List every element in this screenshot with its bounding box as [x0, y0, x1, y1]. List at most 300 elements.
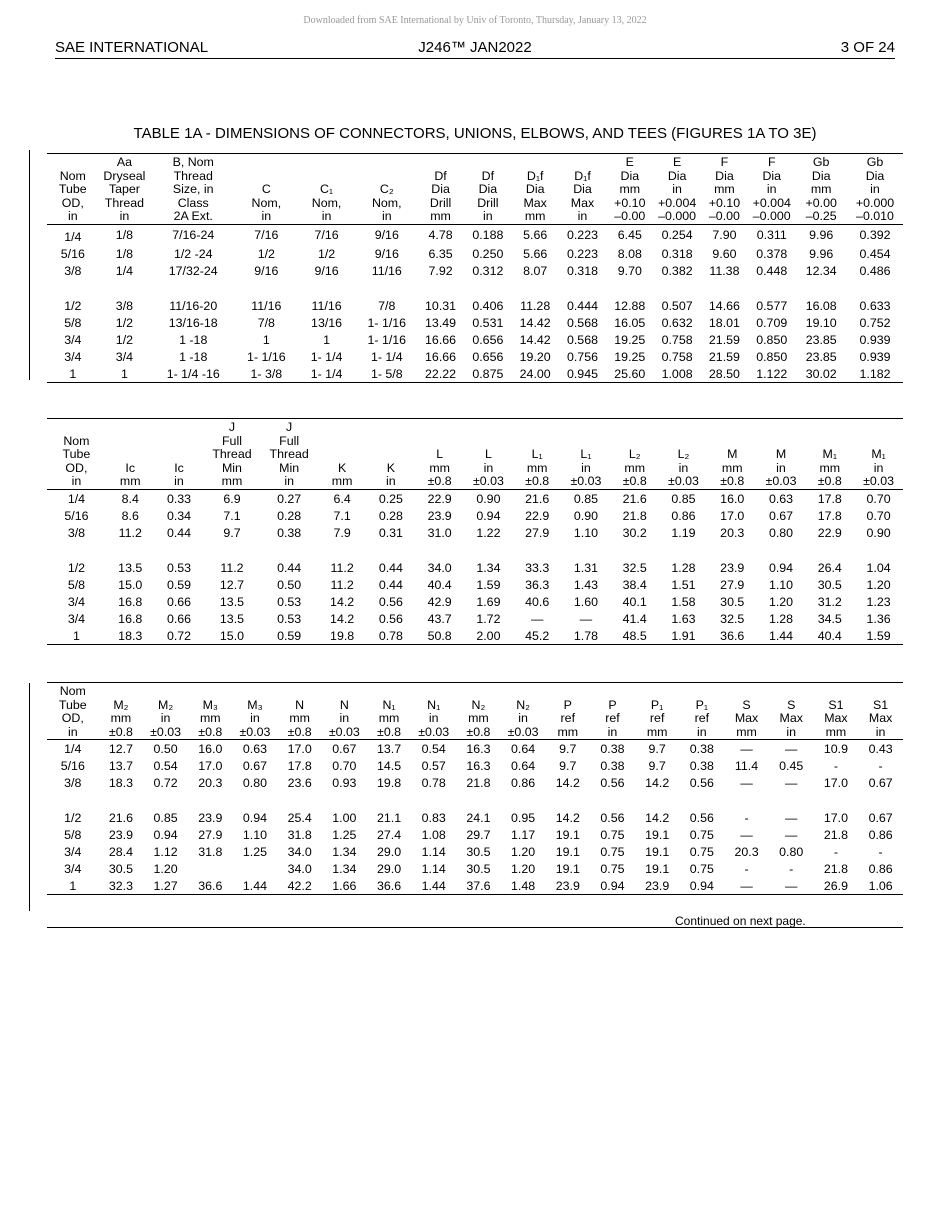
table-cell: 27.9	[198, 827, 223, 842]
table-cell: 6.45	[617, 228, 642, 242]
table-cell: 19.10	[805, 315, 837, 330]
table-cell: 1/2	[115, 315, 134, 330]
table-cell: 1.20	[511, 861, 536, 876]
table-cell	[233, 860, 278, 877]
column-header	[357, 154, 417, 225]
column-header-line: Ic	[174, 460, 184, 475]
group-spacer	[47, 791, 903, 809]
table-cell: 9/16	[374, 246, 399, 261]
table-cell: -	[789, 861, 794, 876]
column-header-line: in	[71, 474, 82, 489]
column-header-line: ±0.8	[287, 724, 312, 739]
column-header	[701, 154, 748, 225]
column-header-line: P	[608, 697, 617, 712]
column-header	[367, 683, 412, 740]
table-cell: 36.6	[198, 878, 223, 893]
table-cell: 32.3	[108, 878, 133, 893]
header-publisher: SAE INTERNATIONAL	[55, 39, 209, 56]
table-cell: 17.8	[817, 491, 842, 506]
column-header-line: M₁	[871, 447, 886, 462]
table-cell: 0.633	[859, 298, 891, 313]
table-cell: 40.4	[427, 577, 452, 592]
table-cell: 0.75	[689, 844, 714, 859]
column-header	[559, 154, 606, 225]
table-cell: 1/4	[115, 263, 134, 278]
table-cell: 50.8	[427, 628, 452, 643]
table-cell: 0.78	[421, 775, 446, 790]
table-cell: 0.53	[277, 611, 302, 626]
column-header-line: ±0.03	[328, 724, 360, 739]
table-cell: 9.7	[648, 758, 666, 773]
column-header	[47, 419, 106, 490]
table-cell: 1.36	[866, 611, 891, 626]
table-cell: 33.3	[525, 560, 550, 575]
table-cell: 26.9	[823, 878, 848, 893]
column-header	[724, 683, 769, 740]
table-cell: 17/32-24	[168, 263, 218, 278]
table-cell: 17.0	[720, 508, 745, 523]
table-cell: 41.4	[622, 611, 647, 626]
column-header-line: in	[607, 724, 618, 739]
table-row	[47, 297, 903, 314]
column-header-line: Size, in	[172, 182, 214, 197]
table-cell: 14.42	[519, 332, 551, 347]
table-cell: 0.80	[779, 844, 804, 859]
column-header-line: L	[436, 447, 444, 462]
table-cell: 0.318	[566, 263, 598, 278]
column-header-line: Tube	[58, 697, 87, 712]
column-header-line: S1	[828, 697, 844, 712]
column-header	[318, 419, 367, 490]
table-cell: 3/8	[115, 298, 134, 313]
column-header-line: mm	[825, 724, 847, 739]
table-cell: 3/4	[64, 861, 82, 876]
dimensions-table-3	[47, 682, 903, 895]
table-cell: 0.44	[378, 577, 403, 592]
table-cell: 9/16	[374, 228, 399, 242]
column-header-line: in	[174, 474, 184, 489]
table-cell: -	[744, 810, 749, 825]
column-header	[456, 683, 501, 740]
column-header-line: M₃	[247, 697, 263, 712]
column-header-line: ±0.8	[198, 724, 223, 739]
table-cell: 13/16-18	[168, 315, 218, 330]
table-cell: 17.8	[287, 758, 312, 773]
column-header	[203, 419, 260, 490]
column-header-line: in	[67, 209, 78, 224]
table-cell: 0.758	[661, 332, 693, 347]
table-cell: 19.1	[555, 827, 580, 842]
column-header	[464, 154, 511, 225]
column-header	[150, 154, 236, 225]
column-header-line: in	[678, 460, 689, 475]
column-header-line: ±0.8	[108, 724, 133, 739]
table-cell: 1.10	[768, 577, 794, 592]
column-header-line: mm	[378, 711, 400, 726]
table-cell: 0.94	[689, 878, 714, 893]
table-row	[47, 843, 903, 860]
column-header-line: Thread	[173, 168, 213, 183]
table-cell: 32.5	[720, 611, 745, 626]
column-header	[411, 683, 456, 740]
table-cell: 6.4	[333, 491, 351, 506]
table-cell: 19.20	[519, 349, 551, 364]
table-cell: 21.1	[376, 810, 402, 825]
column-header-line: F	[720, 155, 729, 170]
column-header-line: –0.000	[752, 209, 791, 224]
table-cell: —	[785, 827, 798, 842]
column-header	[512, 154, 559, 225]
table-cell: 21.59	[708, 332, 740, 347]
table-cell: 16.3	[466, 741, 491, 756]
column-header-line: Max	[734, 711, 759, 726]
group-spacer	[47, 279, 903, 297]
column-header-line: in	[321, 209, 332, 224]
column-header-line: +0.004	[752, 195, 791, 210]
table-cell: 7.90	[712, 228, 737, 242]
table-cell: 23.9	[645, 878, 670, 893]
column-header-line: –0.00	[708, 209, 740, 224]
column-header-line: C₂	[379, 182, 394, 197]
table-cell: 0.80	[242, 775, 268, 790]
table-cell: 30.5	[720, 594, 745, 609]
table-cell: 40.1	[622, 594, 647, 609]
table-cell: 1	[72, 628, 80, 643]
table-cell: 1 -18	[179, 349, 208, 364]
column-header-line: in	[577, 209, 588, 224]
column-header-line: mm	[289, 711, 310, 726]
column-header-line: Min	[279, 460, 300, 475]
column-header-line: +0.004	[657, 195, 697, 210]
table-cell: 1- 1/16	[367, 315, 407, 330]
table-cell: 0.54	[421, 741, 446, 756]
table-cell: 31.0	[427, 525, 452, 540]
table-cell: 9.7	[559, 758, 577, 773]
table-cell: 9.7	[559, 741, 577, 756]
table-cell: 0.38	[689, 741, 714, 756]
column-header-line: ±0.03	[863, 474, 895, 489]
table-cell: 1/2	[317, 246, 336, 261]
column-header-line: P	[563, 697, 572, 712]
table-cell: 36.6	[720, 628, 745, 643]
column-header-line: Dia	[762, 168, 782, 183]
table-cell: —	[740, 878, 753, 893]
column-header-line: in	[250, 711, 260, 726]
table-cell: 0.945	[566, 366, 598, 381]
column-header	[858, 683, 903, 740]
column-header-line: ±0.8	[377, 724, 402, 739]
column-header-line: Drill	[429, 195, 452, 210]
table-cell: 34.5	[817, 611, 842, 626]
table-cell: 0.72	[166, 628, 192, 643]
column-header	[513, 419, 562, 490]
column-header-line: mm	[736, 724, 757, 739]
column-header-line: Nom	[59, 684, 86, 699]
table-cell: 0.382	[661, 263, 693, 278]
table-cell: 38.4	[622, 577, 647, 592]
column-header-line: Taper	[108, 182, 140, 197]
table-cell: 13/16	[311, 315, 343, 330]
column-header-line: Nom,	[251, 195, 282, 210]
table-cell: 17.0	[823, 810, 848, 825]
table-row	[47, 757, 903, 774]
column-header-line: ±0.8	[622, 474, 647, 489]
table-row	[47, 740, 903, 758]
table-cell: 10.31	[425, 298, 457, 313]
table-cell: 1.59	[866, 628, 891, 643]
table-cell: 1- 1/4	[370, 349, 403, 364]
column-header-line: K	[337, 460, 347, 475]
table-cell: 0.850	[756, 332, 788, 347]
table-cell: 19.8	[330, 628, 355, 643]
column-header-line: mm	[119, 474, 141, 489]
table-cell: 1	[69, 878, 77, 893]
table-cell: 29.0	[376, 861, 402, 876]
table-cell: 0.31	[378, 525, 403, 540]
column-header-line: Dia	[573, 182, 592, 197]
table-cell: 42.9	[427, 594, 452, 609]
table-cell: 21.6	[622, 491, 647, 506]
column-header-line: ±0.03	[765, 474, 797, 489]
column-header-line: Gb	[866, 155, 884, 170]
table-cell: 19.1	[555, 861, 580, 876]
table-cell: 19.25	[614, 332, 646, 347]
column-header-line: J	[228, 420, 236, 435]
column-header-line: in	[581, 460, 591, 475]
table-cell: 19.25	[614, 349, 646, 364]
table-cell: 7/8	[257, 315, 275, 330]
column-header-line: P₁	[650, 697, 664, 712]
column-header-line: M₃	[202, 697, 218, 712]
group-spacer	[47, 541, 903, 559]
table-cell: 1.19	[671, 525, 696, 540]
table-row	[47, 610, 903, 627]
table-cell: 22.9	[817, 525, 842, 540]
table-cell: 19.1	[645, 844, 670, 859]
table-cell: 14.2	[645, 775, 670, 790]
column-header-line: Thread	[269, 447, 309, 462]
table-cell: 1.23	[866, 594, 891, 609]
table-cell: 3/4	[64, 332, 82, 347]
table-cell: 18.3	[108, 775, 133, 790]
column-header-line: ±0.03	[507, 724, 539, 739]
table-cell: 1.25	[242, 844, 268, 859]
column-header-line: Dia	[811, 168, 831, 183]
table-cell: 0.67	[242, 758, 268, 773]
table-cell: 29.7	[466, 827, 491, 842]
table-cell: 1.28	[768, 611, 794, 626]
table-cell: 14.42	[519, 315, 551, 330]
column-header-line: Df	[434, 168, 447, 183]
column-header-line: F	[767, 155, 776, 170]
column-header-line: ±0.03	[150, 724, 182, 739]
column-header-line: Dia	[431, 182, 450, 197]
column-header-line: in	[428, 711, 439, 726]
column-header-line: –0.010	[856, 209, 894, 224]
table-cell: 14.2	[330, 594, 355, 609]
column-header	[106, 419, 155, 490]
table-cell: 0.568	[566, 332, 598, 347]
column-header-line: –0.00	[614, 209, 646, 224]
table-cell: 12.34	[805, 263, 837, 278]
table-cell: 18.3	[118, 628, 143, 643]
table-row	[47, 524, 903, 541]
table-cell: 0.86	[868, 861, 893, 876]
table-cell: 21.8	[622, 508, 647, 523]
table-cell: 0.28	[277, 508, 302, 523]
table-cell: 1.08	[421, 827, 446, 842]
table-row	[47, 593, 903, 610]
column-header-line: Min	[221, 460, 242, 475]
column-header-line: C₁	[319, 182, 334, 197]
column-header-line: S1	[873, 697, 889, 712]
column-header-line: in	[119, 209, 130, 224]
table-cell: 0.28	[378, 508, 403, 523]
table-cell: 11.28	[520, 298, 551, 313]
table-cell: 23.85	[805, 332, 837, 347]
table-cell: 1/2 -24	[173, 246, 213, 261]
header-row	[47, 683, 903, 740]
table-cell: 1.14	[421, 844, 446, 859]
table-cell: 22.9	[427, 491, 452, 506]
column-header-line: Full	[279, 433, 300, 448]
table-cell: 3/4	[67, 611, 86, 626]
column-header-line: in	[870, 182, 880, 197]
column-header	[417, 154, 464, 225]
table-cell: 12.88	[614, 298, 646, 313]
table-cell: —	[785, 810, 798, 825]
table-cell: 21.6	[525, 491, 550, 506]
column-header-line: P₁	[695, 697, 709, 712]
table-cell: 7/16	[254, 228, 279, 242]
header-page-number: 3 OF 24	[840, 39, 895, 56]
column-header-line: K	[386, 460, 396, 475]
table-cell: 15.0	[118, 577, 143, 592]
column-header-line: L	[484, 447, 492, 462]
column-header	[277, 683, 322, 740]
table-cell: 21.59	[708, 349, 740, 364]
table-cell: 1	[120, 366, 128, 381]
table-cell: 2.00	[476, 628, 501, 643]
table-cell: 23.9	[108, 827, 133, 842]
table-cell: 0.378	[756, 246, 788, 261]
column-header-line: ref	[649, 711, 665, 726]
column-header-line: +0.000	[855, 195, 895, 210]
table-cell: 0.752	[859, 315, 891, 330]
table-cell: 0.709	[756, 315, 788, 330]
table-cell: 0.188	[472, 228, 504, 242]
download-notice: Downloaded from SAE International by Univ of Toronto, Thursday, January 13, 2022	[303, 15, 647, 26]
column-header-line: ±0.03	[570, 474, 602, 489]
table-cell: 16.8	[118, 594, 143, 609]
table-cell: 1.51	[671, 577, 696, 592]
table-cell: 1.22	[476, 525, 501, 540]
table-row	[47, 348, 903, 365]
column-header-line: mm	[331, 474, 353, 489]
column-header-line: mm	[810, 182, 832, 197]
table-row	[47, 627, 903, 645]
column-header-line: D₁f	[574, 168, 591, 183]
table-cell: 0.56	[378, 594, 403, 609]
table-row	[47, 507, 903, 524]
table-cell: 30.5	[466, 844, 491, 859]
column-header-line: Max	[570, 195, 595, 210]
column-header	[415, 419, 464, 490]
column-header-line: L₂	[628, 447, 641, 462]
column-header	[680, 683, 725, 740]
table-cell: 0.86	[868, 827, 893, 842]
table-cell: 0.254	[661, 228, 693, 242]
column-header-line: M	[727, 447, 738, 462]
table-cell: 30.5	[817, 577, 842, 592]
table-cell: 1.122	[756, 366, 788, 381]
table-cell: 0.38	[277, 525, 302, 540]
table-row	[47, 314, 903, 331]
table-cell: 1.008	[661, 366, 693, 381]
table-row	[47, 559, 903, 576]
column-header-line: ref	[560, 711, 576, 726]
table-cell: 0.758	[661, 349, 693, 364]
column-header	[545, 683, 590, 740]
column-header-line: in	[483, 209, 493, 224]
table-cell: 23.9	[720, 560, 745, 575]
table-cell: 0.67	[868, 810, 893, 825]
column-header-line: Dia	[620, 168, 640, 183]
table-cell: 34.0	[287, 844, 312, 859]
table-cell: 14.2	[645, 810, 670, 825]
table-cell: 0.86	[511, 775, 536, 790]
table-cell: 1	[69, 366, 77, 381]
table-cell: 1.12	[153, 844, 178, 859]
column-header-line: in	[339, 711, 350, 726]
dimensions-table-1	[47, 153, 903, 383]
table-cell: 28.4	[108, 844, 133, 859]
table-cell: 36.3	[525, 577, 550, 592]
table-cell: 1.44	[768, 628, 794, 643]
column-header-line: 2A Ext.	[173, 209, 213, 224]
column-header-line: in	[873, 460, 884, 475]
table-cell: 11.2	[330, 560, 354, 575]
continued-note: Continued on next page.	[675, 914, 806, 928]
column-header-line: ±0.03	[668, 474, 699, 489]
table-cell: 1	[262, 332, 270, 347]
table-cell: 1.20	[768, 594, 794, 609]
table-cell: 23.6	[287, 775, 312, 790]
table-cell: 1.00	[332, 810, 357, 825]
column-header-line: ±0.03	[418, 724, 450, 739]
table-cell: 0.95	[511, 810, 536, 825]
column-header-line: Dryseal	[103, 168, 146, 183]
header-row	[47, 419, 903, 490]
table-cell: 19.1	[555, 844, 580, 859]
table-cell: 23.9	[198, 810, 223, 825]
table-cell: 0.56	[689, 775, 714, 790]
table-cell: 9/16	[314, 263, 339, 278]
table-cell: 0.44	[166, 525, 192, 540]
table-row	[47, 331, 903, 348]
table-cell: 14.66	[708, 298, 740, 313]
column-header-line: Nom,	[311, 195, 342, 210]
table-cell: 19.1	[645, 861, 670, 876]
table-cell: 27.9	[525, 525, 550, 540]
table-cell: 1.17	[511, 827, 536, 842]
table-cell: -	[878, 758, 883, 773]
table-cell: 0.56	[600, 775, 625, 790]
table-cell: 1/2	[64, 810, 82, 825]
table-cell: 1- 5/8	[370, 366, 403, 381]
table-cell: 0.454	[859, 246, 891, 261]
table-row	[47, 490, 903, 508]
